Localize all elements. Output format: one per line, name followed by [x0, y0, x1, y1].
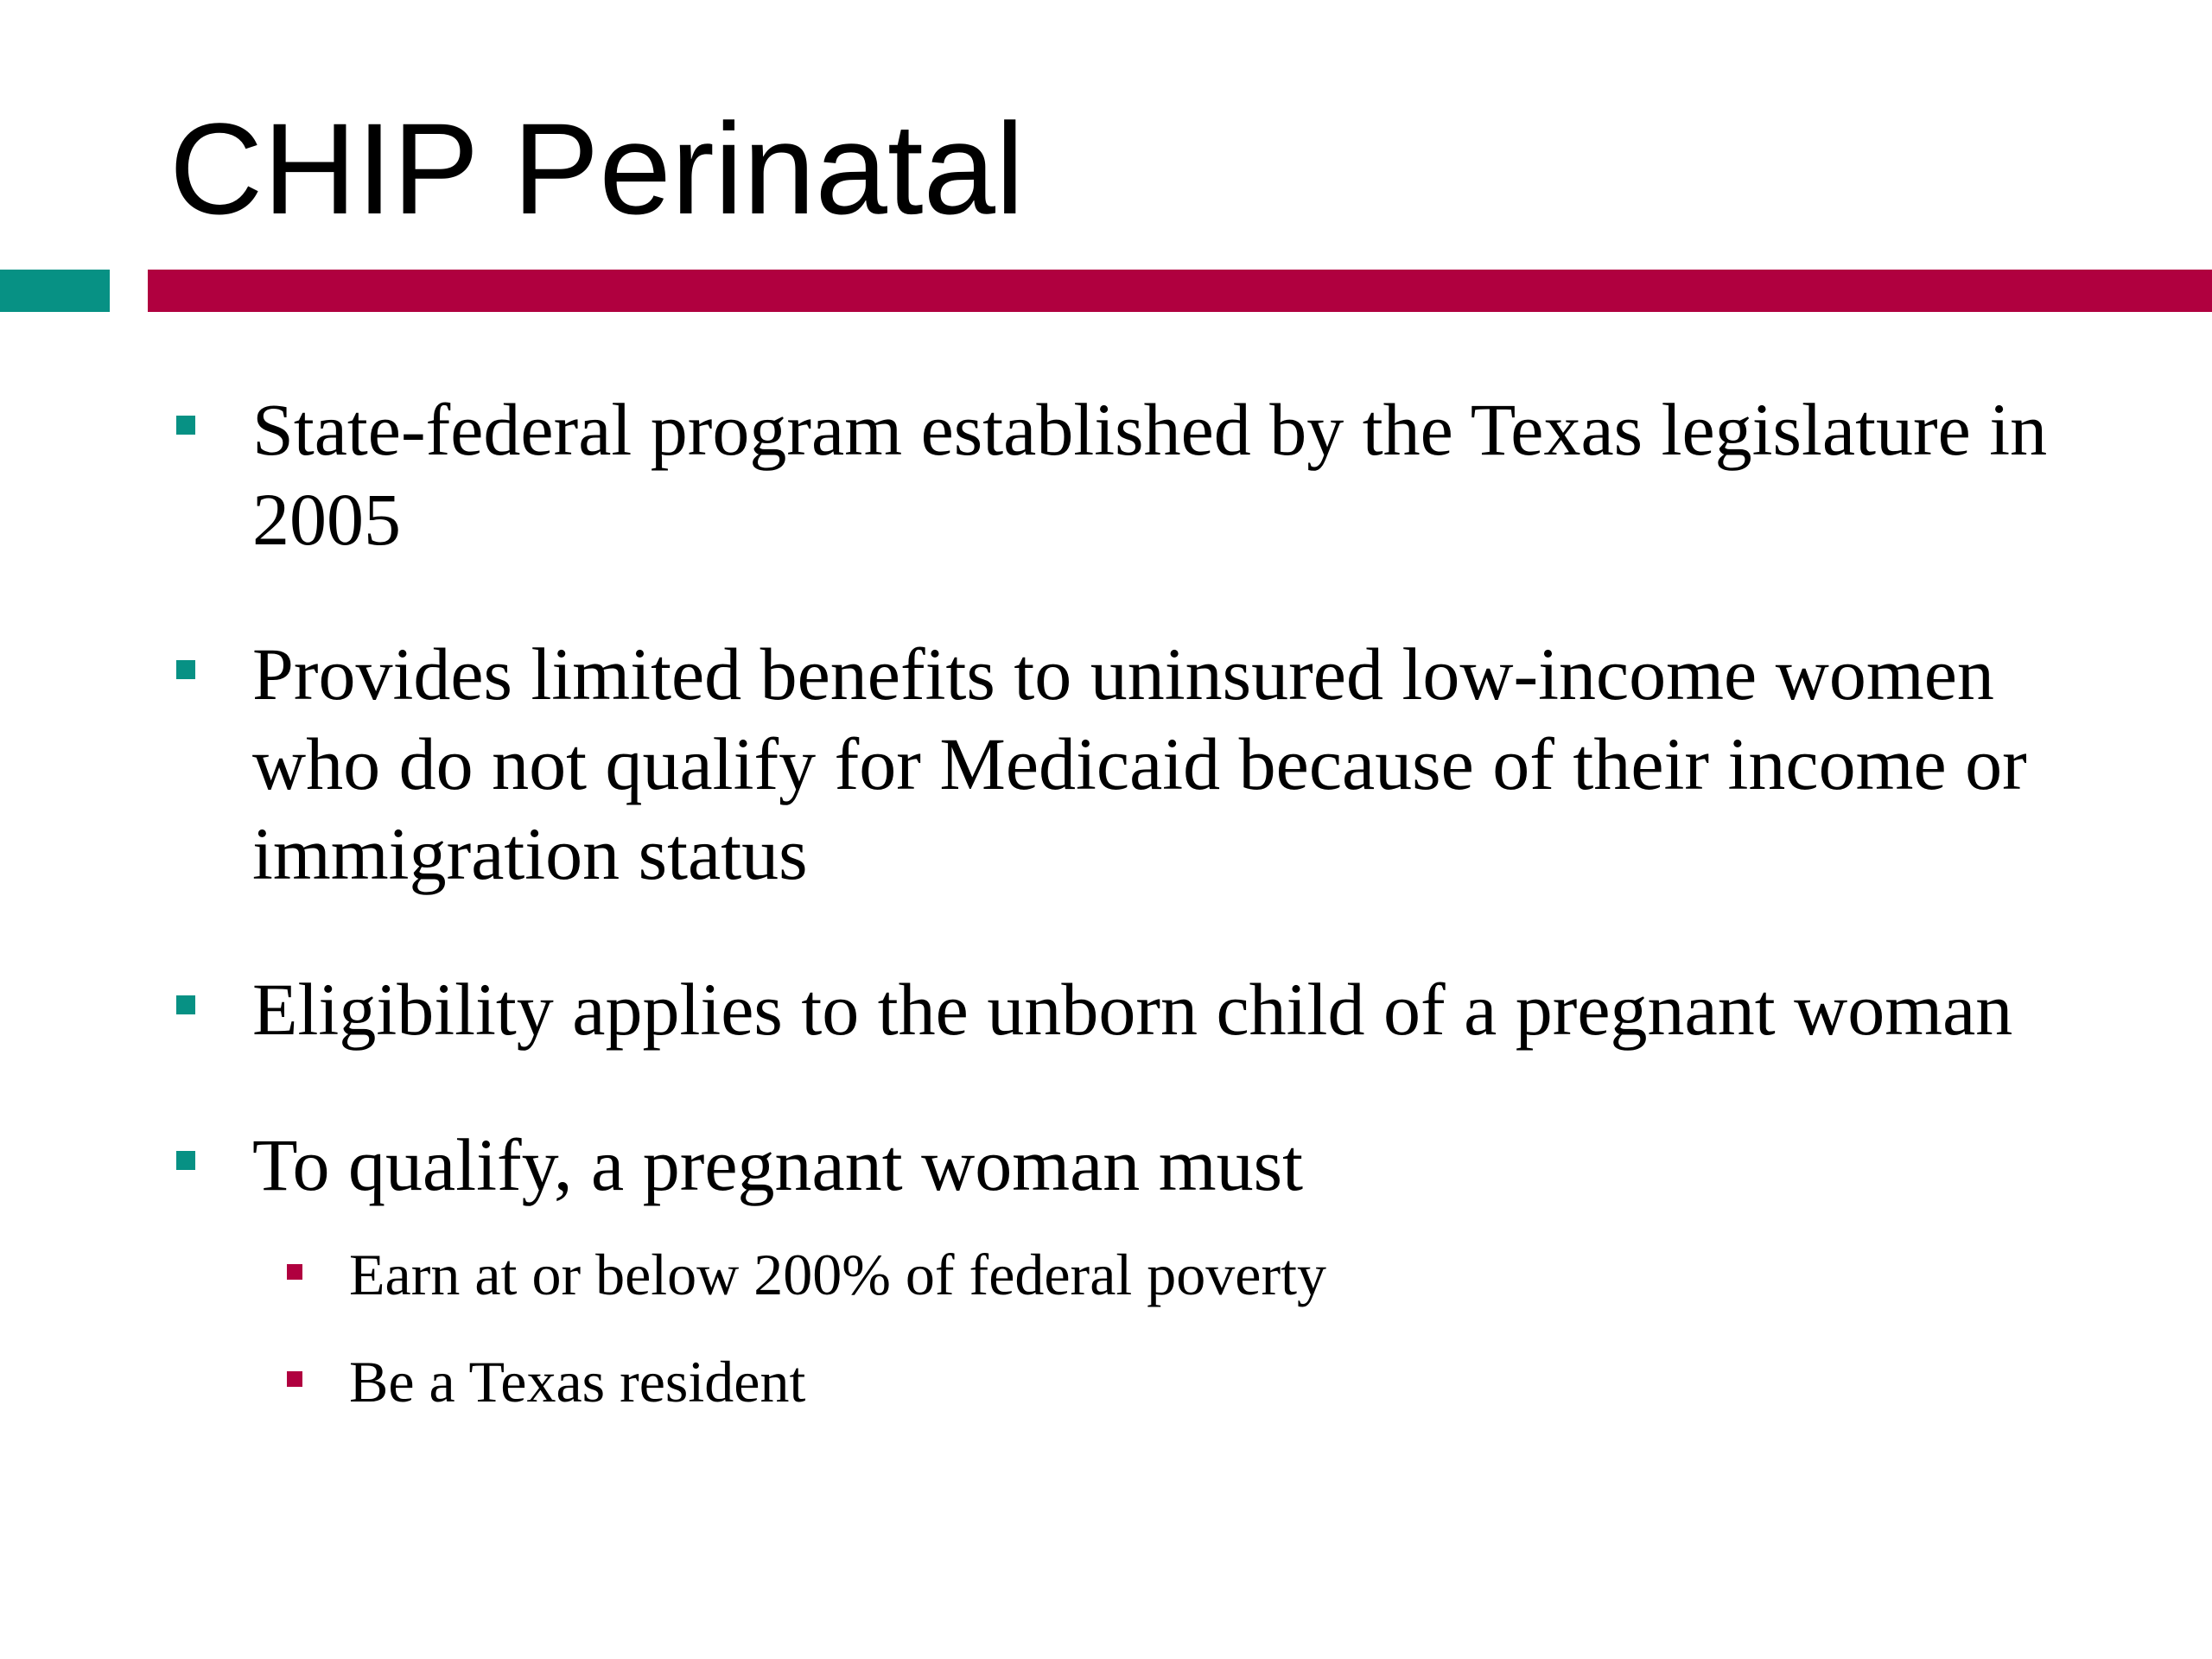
- bullet-item-benefits: Provides limited benefits to uninsured low-income women who do not qualify for Medicaid because of their income or immigration status: [252, 632, 2027, 895]
- square-bullet-icon: [287, 1264, 302, 1280]
- sub-bullet-item-income: Earn at or below 200% of federal poverty: [349, 1242, 1326, 1307]
- slide-title: CHIP Perinatal: [169, 96, 1025, 241]
- bullet-item-program: State-federal program established by the Texas legislature in 2005: [252, 388, 2048, 561]
- bullet-item-eligibility: Eligibility applies to the unborn child of a pregnant woman: [252, 968, 2013, 1051]
- sub-bullet-item-residency: Be a Texas resident: [349, 1349, 806, 1414]
- square-bullet-icon: [176, 1151, 195, 1170]
- square-bullet-icon: [176, 660, 195, 679]
- square-bullet-icon: [287, 1371, 302, 1387]
- square-bullet-icon: [176, 416, 195, 435]
- bullet-item-qualify: To qualify, a pregnant woman must: [252, 1123, 1304, 1206]
- square-bullet-icon: [176, 995, 195, 1014]
